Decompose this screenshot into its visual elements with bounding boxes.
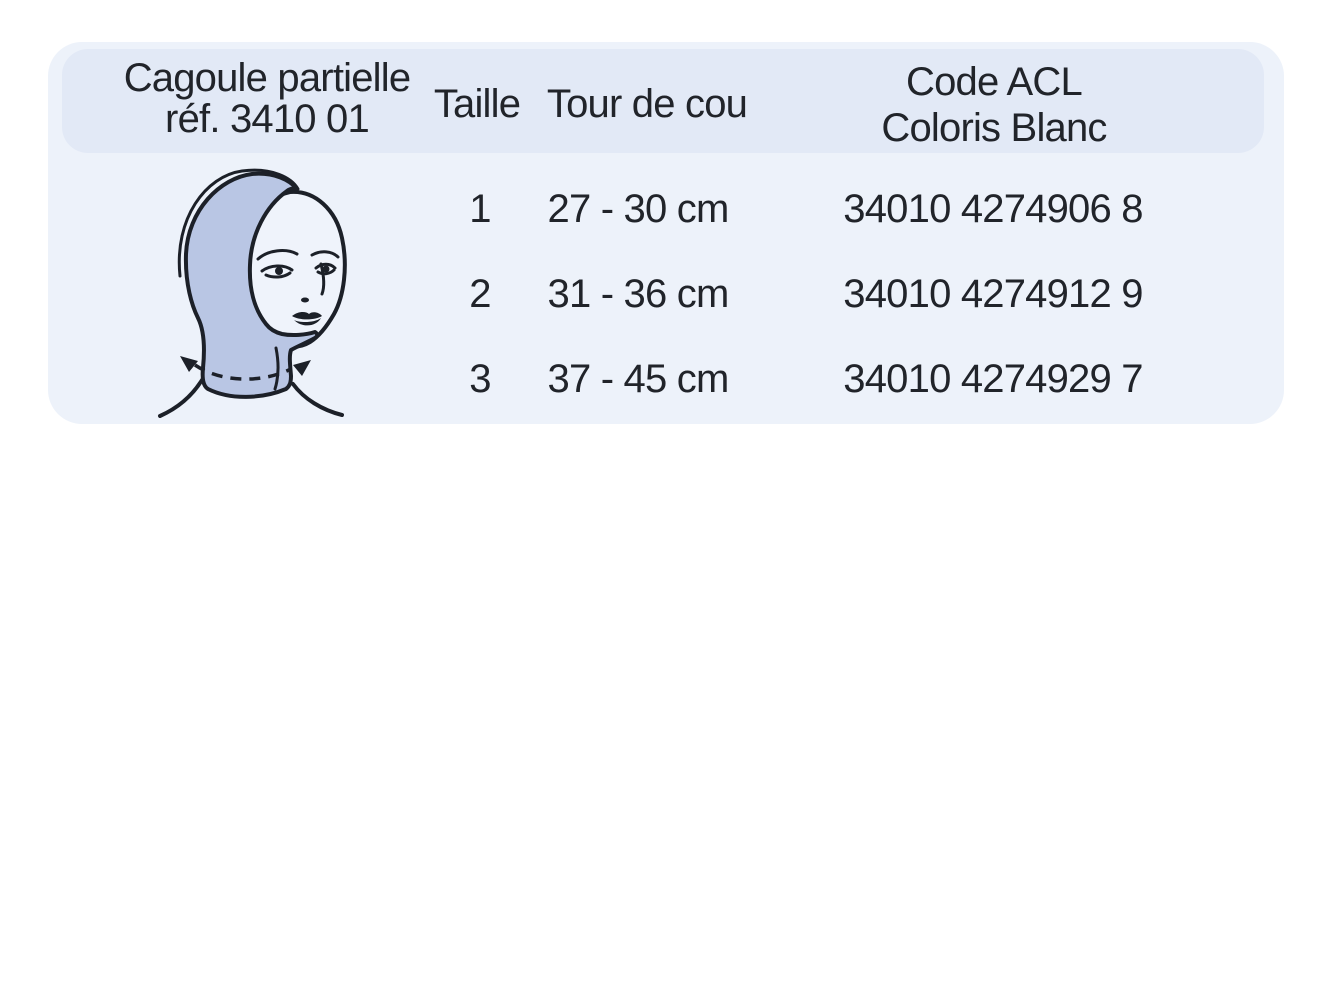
column-header-code-line2: Coloris Blanc bbox=[881, 106, 1107, 150]
product-title-ref: réf. 3410 01 bbox=[165, 97, 369, 141]
right-shoulder-line bbox=[293, 384, 342, 415]
cell-code-acl: 34010 4274912 9 bbox=[843, 272, 1143, 316]
product-title-line1: Cagoule partielle bbox=[123, 56, 411, 100]
column-header-code-line1: Code ACL bbox=[906, 60, 1082, 104]
cell-taille: 2 bbox=[469, 272, 491, 316]
column-header-taille: Taille bbox=[433, 82, 521, 126]
cell-code-acl: 34010 4274906 8 bbox=[843, 187, 1143, 231]
cell-tour-de-cou: 27 - 30 cm bbox=[547, 187, 729, 231]
product-size-table-card bbox=[48, 42, 1284, 424]
cell-tour-de-cou: 37 - 45 cm bbox=[547, 357, 729, 401]
table-header bbox=[62, 49, 1264, 153]
cell-code-acl: 34010 4274929 7 bbox=[843, 357, 1143, 401]
left-arrow-icon bbox=[180, 356, 198, 372]
left-eye-pupil bbox=[275, 267, 283, 275]
cell-tour-de-cou: 31 - 36 cm bbox=[547, 272, 729, 316]
column-header-code-acl bbox=[864, 59, 1124, 151]
column-header-tour-de-cou: Tour de cou bbox=[546, 82, 748, 126]
cell-taille: 1 bbox=[469, 187, 491, 231]
left-shoulder-line bbox=[160, 380, 202, 416]
hood-illustration bbox=[140, 158, 360, 418]
nostril bbox=[301, 298, 309, 303]
product-title bbox=[82, 58, 452, 140]
cell-taille: 3 bbox=[469, 357, 491, 401]
right-arrow-icon bbox=[293, 360, 311, 376]
